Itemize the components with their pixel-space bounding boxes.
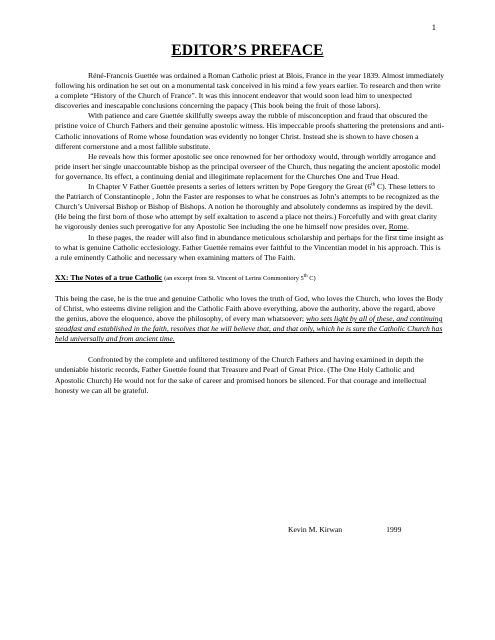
quote-emphasis-text: who sets light by all of these, and continuing steadfast and established in the faith, resolves that he will believe that, and that only, which he is sure the Catholic Church has held universally and from ancient time. [55,314,443,344]
quote-plain-text: This being the case, he is the true and genuine Catholic who loves the truth of God, who loves the Church, who loves the Body of Christ, who esteems divine religion and the Catholic Faith above everything, above the authority, above the regard, above the genius, above the eloquence, above the philosophy, of every man whatsoever; [55,293,444,324]
section-heading-ordinal: th [303,273,308,279]
paragraph-chapter-five [55,182,445,232]
section-heading [55,273,445,284]
page-title: EDITOR’S PREFACE [171,42,324,59]
page-number: 1 [431,22,436,32]
section-heading-note-b: C) [307,274,316,282]
paragraph-scholarship: In these pages, the reader will also find in abundance meticulous scholarship and perhaps for the first time insight as to what is genuine Catholic ecclesiology. Father Guettée remains ever faithful to the Vincentian model in his approach. This is a rule eminently Catholic and necessary when examining matters of The Faith. [55,232,444,262]
paragraph-chapter-five-text-a: In Chapter V Father Guettée presents a series of letters written by Pope Gregory the Great (6 [88,182,372,192]
author-name: Kevin M. Kirwan [288,525,343,534]
paragraph-conclusion: Confronted by the complete and unfiltered testimony of the Church Fathers and having examined in depth the undeniable historic records, Father Guettée found that Treasure and Pearl of Great Price. (The One Holy Catholic and Apostolic Church) He would not for the sake of career and promised honors be silenced. For that courage and intellectual honesty we can all be grateful. [55,355,427,395]
paragraph-guettee-proofs: With patience and care Guettée skillfully sweeps away the rubble of misconception and fraud that obscured the pristine voice of Church Fathers and their genuine apostolic witness. His impeccable proofs shattering the pretensions and anti-Catholic innovations of Rome whose foundation was evidently no longer Christ. Instead she is shown to have chosen a different cornerstone and a most fallible substitute. [55,111,445,151]
paragraph-ordination: Réné-Francois Guettée was ordained a Roman Catholic priest at Blois, France in the year 1839. Almost immediately following his ordination he set out on a monumental task conceived in his mind a few years earlier. To research and then write a complete “History of the Church of France”. It was this innocent endeavor that would soon lead him to unexpected discoveries and inescapable conclusions concerning the papacy (This book being the fruit of those labors). [55,71,445,111]
rome-underlined: Rome [388,222,407,232]
paragraph-apostolic-see: He reveals how this former apostolic see once renowned for her orthodoxy would, through worldly arrogance and pride insert her single unaccountable bishop as the principal overseer of the Church, thus negating the ancient apostolic model for governance. Its effect, a continuing denial and illegitimate replacement for the Churches One and True Head. [55,151,441,181]
ordinal-suffix: th [371,182,376,188]
section-heading-title: XX: The Notes of a true Catholic [55,272,163,282]
quote-paragraph [55,294,445,344]
signature-line [288,525,401,534]
signature-year: 1999 [386,525,402,534]
paragraph-chapter-five-text-b: C). These letters to the Patriarch of Constantinople , John the Faster are responses to what he construes as John’s attempts to be recognized as the Church’s Universal Bishop or Bishop of Bishops. A notion he thoroughly and absolutely condemns as inspired by the devil. (He being the first born of those who attempt by self exaltation to ascend a place not theirs.) Forcefully and with great clarity he vigorously denies such prerogative for any Apostolic See including the one he himself now presides over, [55,182,440,232]
section-heading-note-a: (an excerpt from St. Vincent of Lerins Commonitory 5 [164,274,304,282]
document-body [55,71,445,396]
section-heading-note [164,275,315,282]
paragraph-chapter-five-end: . [406,222,409,232]
